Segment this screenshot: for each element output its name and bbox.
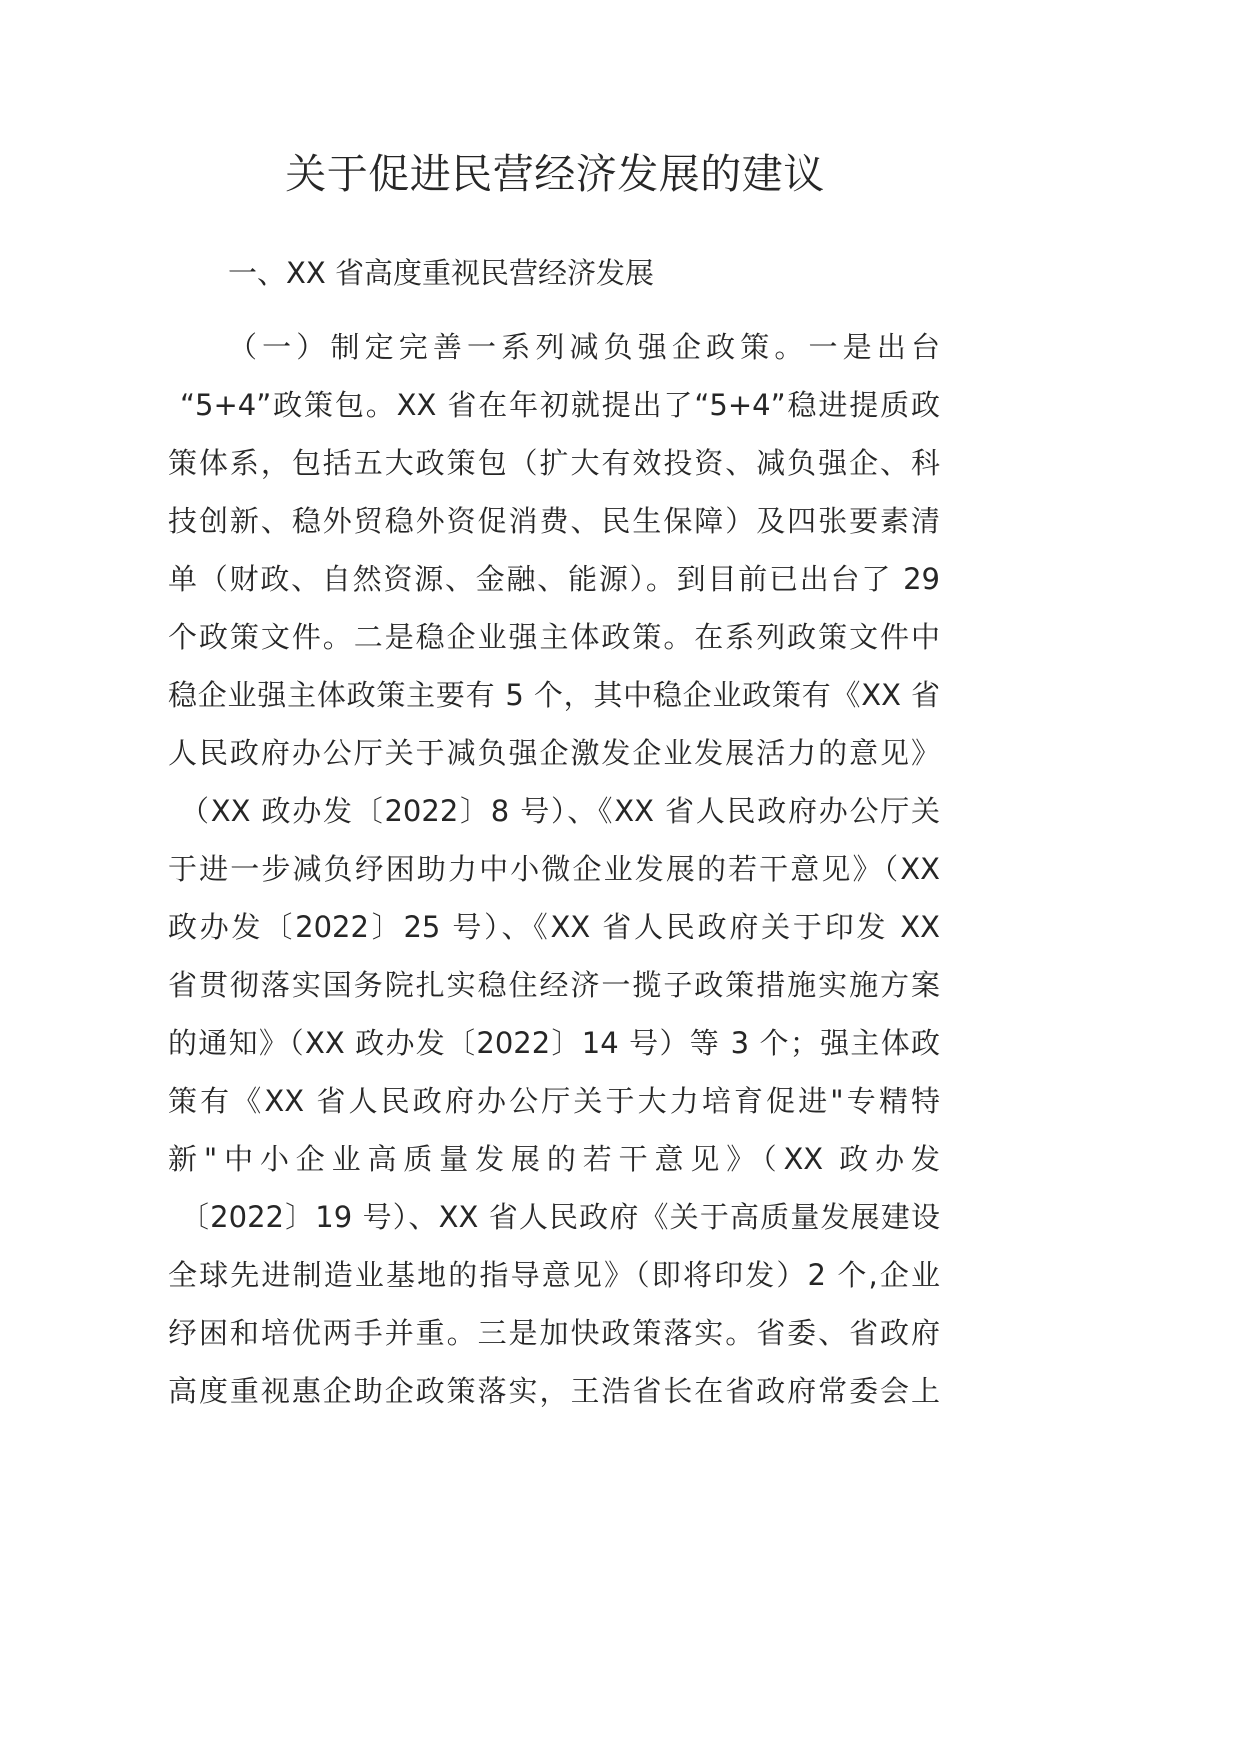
paragraph-line: 于进一步减负纾困助力中小微企业发展的若干意见》（XX bbox=[168, 852, 940, 886]
paragraph-line: 全球先进制造业基地的指导意见》（即将印发）2 个,企业 bbox=[168, 1258, 940, 1292]
paragraph-line: 稳企业强主体政策主要有 5 个，其中稳企业政策有《XX 省 bbox=[168, 678, 940, 712]
paragraph-line: 单（财政、自然资源、金融、能源）。到目前已出台了 29 bbox=[168, 562, 940, 596]
paragraph-line: 个政策文件。二是稳企业强主体政策。在系列政策文件中 bbox=[168, 620, 940, 654]
paragraph-line: 〔2022〕19 号）、XX 省人民政府《关于高质量发展建设 bbox=[180, 1200, 940, 1234]
section-heading: 一、XX 省高度重视民营经济发展 bbox=[228, 256, 654, 290]
body-paragraph bbox=[168, 318, 940, 1420]
paragraph-line: 技创新、稳外贸稳外资促消费、民生保障）及四张要素清 bbox=[168, 504, 940, 538]
paragraph-line: “5+4”政策包。XX 省在年初就提出了“5+4”稳进提质政 bbox=[180, 388, 940, 422]
paragraph-line: 策有《XX 省人民政府办公厅关于大力培育促进"专精特 bbox=[168, 1084, 940, 1118]
document-title: 关于促进民营经济发展的建议 bbox=[285, 150, 825, 198]
paragraph-line: 人民政府办公厅关于减负强企激发企业发展活力的意见》 bbox=[168, 736, 940, 770]
paragraph-line: 政办发〔2022〕25 号）、《XX 省人民政府关于印发 XX bbox=[168, 910, 940, 944]
paragraph-line: （一）制定完善一系列减负强企政策。一是出台 bbox=[228, 330, 940, 364]
paragraph-line: 策体系，包括五大政策包（扩大有效投资、减负强企、科 bbox=[168, 446, 940, 480]
paragraph-line: 新"中小企业高质量发展的若干意见》（XX 政办发 bbox=[168, 1142, 940, 1176]
paragraph-line: 纾困和培优两手并重。三是加快政策落实。省委、省政府 bbox=[168, 1316, 940, 1350]
paragraph-line: 省贯彻落实国务院扎实稳住经济一揽子政策措施实施方案 bbox=[168, 968, 940, 1002]
paragraph-line: 高度重视惠企助企政策落实，王浩省长在省政府常委会上 bbox=[168, 1374, 940, 1408]
paragraph-line: （XX 政办发〔2022〕8 号）、《XX 省人民政府办公厅关 bbox=[180, 794, 940, 828]
paragraph-line: 的通知》（XX 政办发〔2022〕14 号）等 3 个；强主体政 bbox=[168, 1026, 940, 1060]
